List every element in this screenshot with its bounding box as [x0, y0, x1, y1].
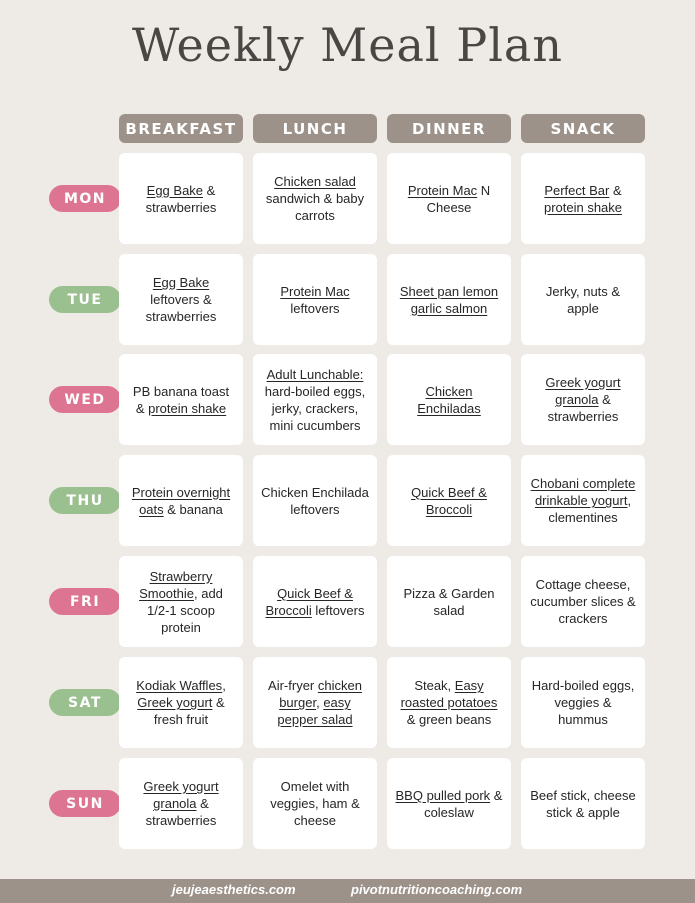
meal-text-segment: Beef stick, cheese stick & apple	[530, 787, 636, 820]
recipe-link[interactable]: Greek yogurt granola	[143, 779, 219, 811]
meal-text-segment: & green beans	[406, 712, 492, 727]
recipe-link[interactable]: Protein overnight oats	[131, 484, 231, 517]
meal-cell-wed-snack	[521, 354, 645, 445]
meal-text	[261, 677, 369, 728]
meal-text-segment: Omelet with veggies, ham & cheese	[270, 779, 360, 828]
meal-text-segment: Pizza & Garden salad	[403, 585, 495, 618]
recipe-link[interactable]: Protein Mac	[280, 283, 350, 299]
meal-text-segment: Jerky, nuts & apple	[545, 283, 621, 316]
meal-text-segment: , add 1/2-1 scoop protein	[147, 585, 223, 635]
recipe-link[interactable]: Quick Beef & Broccoli	[411, 484, 487, 517]
day-label-mon: MON	[49, 185, 121, 212]
meal-text	[395, 677, 503, 728]
meal-cell-tue-breakfast	[119, 254, 243, 345]
meal-text	[261, 283, 369, 317]
column-header-breakfast: BREAKFAST	[119, 114, 243, 143]
meal-text	[127, 568, 235, 636]
recipe-link[interactable]: protein shake	[543, 199, 623, 215]
meal-cell-tue-snack	[521, 254, 645, 345]
meal-cell-sun-lunch	[253, 758, 377, 849]
meal-text-segment: leftovers	[290, 300, 340, 316]
column-header-snack: SNACK	[521, 114, 645, 143]
meal-cell-wed-dinner	[387, 354, 511, 445]
meal-text-segment: & strawberries	[145, 796, 217, 828]
meal-text-segment: ,	[316, 695, 324, 710]
meal-text-segment: Hard-boiled eggs, veggies & hummus	[531, 678, 635, 727]
column-header-dinner: DINNER	[387, 114, 511, 143]
recipe-link[interactable]: Protein Mac	[407, 182, 478, 198]
meal-cell-sun-dinner	[387, 758, 511, 849]
meal-cell-wed-lunch	[253, 354, 377, 445]
day-label-sat: SAT	[49, 689, 121, 716]
column-header-lunch: LUNCH	[253, 114, 377, 143]
meal-text-segment: & strawberries	[145, 182, 217, 215]
recipe-link[interactable]: Sheet pan lemon garlic salmon	[399, 283, 499, 316]
meal-text	[395, 787, 503, 821]
meal-text	[529, 475, 637, 526]
meal-text-segment: sandwich & baby carrots	[265, 191, 365, 223]
recipe-link[interactable]: Adult Lunchable:	[266, 366, 364, 382]
page-title: Weekly Meal Plan	[132, 18, 563, 72]
meal-text	[127, 778, 235, 829]
meal-text-segment: & strawberries	[547, 392, 619, 424]
recipe-link[interactable]: Egg Bake	[146, 182, 204, 198]
recipe-link[interactable]: Quick Beef & Broccoli	[265, 585, 353, 618]
recipe-link[interactable]: Strawberry Smoothie	[139, 568, 213, 601]
meal-text-segment: leftovers	[311, 602, 365, 618]
meal-cell-mon-snack	[521, 153, 645, 244]
meal-text	[127, 677, 235, 728]
meal-cell-wed-breakfast	[119, 354, 243, 445]
recipe-link[interactable]: chicken burger	[279, 678, 362, 710]
recipe-link[interactable]: Greek yogurt	[137, 695, 213, 710]
recipe-link[interactable]: Easy roasted potatoes	[400, 678, 498, 710]
meal-text-segment: Chicken Enchilada leftovers	[261, 484, 369, 517]
day-label-fri: FRI	[49, 588, 121, 615]
meal-text	[127, 274, 235, 325]
meal-text	[395, 182, 503, 216]
meal-text-segment: hard-boiled eggs, jerky, crackers, mini cucumbers	[264, 383, 366, 433]
meal-text	[261, 484, 369, 518]
recipe-link[interactable]: Chicken salad	[274, 174, 356, 189]
meal-cell-mon-lunch	[253, 153, 377, 244]
meal-cell-fri-snack	[521, 556, 645, 647]
recipe-link[interactable]: easy pepper salad	[277, 695, 353, 727]
recipe-link[interactable]: Kodiak Waffles	[136, 678, 223, 693]
meal-text	[529, 576, 637, 627]
meal-text	[261, 778, 369, 829]
meal-text	[395, 283, 503, 317]
recipe-link[interactable]: Perfect Bar	[544, 182, 610, 198]
day-label-thu: THU	[49, 487, 121, 514]
meal-cell-fri-dinner	[387, 556, 511, 647]
meal-text-segment: & fresh fruit	[153, 695, 225, 727]
meal-cell-thu-breakfast	[119, 455, 243, 546]
footer	[0, 879, 695, 903]
footer-link-pivot[interactable]: pivotnutritioncoaching.com	[351, 882, 523, 897]
meal-text-segment: &	[609, 182, 622, 198]
meal-cell-sat-snack	[521, 657, 645, 748]
meal-cell-thu-lunch	[253, 455, 377, 546]
recipe-link[interactable]: Chicken Enchiladas	[417, 383, 481, 416]
meal-text	[395, 484, 503, 518]
meal-text-segment: Air-fryer	[268, 678, 318, 693]
meal-cell-tue-dinner	[387, 254, 511, 345]
meal-text	[529, 787, 637, 821]
meal-text	[395, 585, 503, 619]
meal-text-segment: N Cheese	[426, 182, 491, 215]
meal-cell-thu-dinner	[387, 455, 511, 546]
meal-text-segment: Cottage cheese, cucumber slices & crackers	[530, 577, 636, 626]
meal-cell-sun-snack	[521, 758, 645, 849]
meal-text-segment: & banana	[163, 501, 223, 517]
meal-text-segment: ,	[222, 678, 226, 693]
day-label-sun: SUN	[49, 790, 121, 817]
meal-text	[127, 484, 235, 518]
meal-text	[529, 182, 637, 216]
day-label-wed: WED	[49, 386, 121, 413]
recipe-link[interactable]: Chobani complete drinkable yogurt	[530, 476, 636, 508]
recipe-link[interactable]: protein shake	[148, 400, 227, 416]
meal-text-segment: PB banana toast &	[132, 383, 230, 416]
footer-link-jeuje[interactable]: jeujeaesthetics.com	[172, 882, 296, 897]
meal-cell-sun-breakfast	[119, 758, 243, 849]
recipe-link[interactable]: Greek yogurt granola	[545, 375, 621, 407]
meal-text-segment: , clementines	[548, 493, 632, 525]
meal-cell-mon-breakfast	[119, 153, 243, 244]
recipe-link[interactable]: Egg Bake	[152, 275, 210, 290]
meal-text	[261, 173, 369, 224]
meal-text-segment: leftovers & strawberries	[145, 292, 217, 324]
meal-cell-sat-lunch	[253, 657, 377, 748]
meal-cell-sat-breakfast	[119, 657, 243, 748]
meal-cell-tue-lunch	[253, 254, 377, 345]
meal-text	[529, 374, 637, 425]
day-label-tue: TUE	[49, 286, 121, 313]
meal-text-segment: Steak,	[414, 678, 455, 693]
meal-cell-fri-lunch	[253, 556, 377, 647]
meal-text-segment: & coleslaw	[424, 787, 503, 820]
meal-cell-mon-dinner	[387, 153, 511, 244]
meal-cell-thu-snack	[521, 455, 645, 546]
meal-text	[127, 182, 235, 216]
meal-text	[261, 585, 369, 619]
meal-text	[529, 677, 637, 728]
meal-text	[529, 283, 637, 317]
meal-cell-fri-breakfast	[119, 556, 243, 647]
meal-cell-sat-dinner	[387, 657, 511, 748]
meal-text	[261, 366, 369, 434]
meal-text	[127, 383, 235, 417]
recipe-link[interactable]: BBQ pulled pork	[395, 787, 491, 803]
meal-text	[395, 383, 503, 417]
